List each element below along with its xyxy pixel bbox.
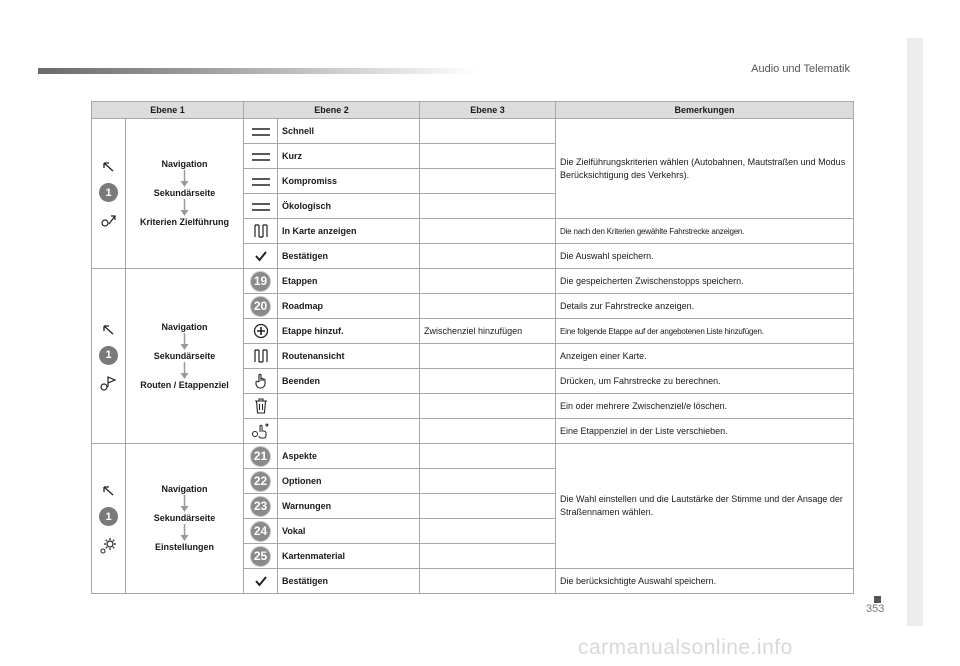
remark-cell: Ein oder mehrere Zwischenziel/e löschen. (556, 394, 854, 419)
option-label: Etappe hinzuf. (278, 319, 420, 344)
table-header-row (92, 102, 854, 119)
short-route-icon (251, 153, 271, 161)
level3-cell: Zwischenziel hinzufügen (420, 319, 556, 344)
level3-cell (420, 244, 556, 269)
option-label: Etappen (278, 269, 420, 294)
trash-icon (254, 398, 268, 414)
level3-cell (420, 469, 556, 494)
level3-cell (420, 344, 556, 369)
map-icon (253, 348, 269, 364)
level3-cell (420, 394, 556, 419)
option-label: Ökologisch (278, 194, 420, 219)
down-arrow-icon (180, 524, 189, 542)
level3-cell (420, 219, 556, 244)
menu-step: Sekundärseite (153, 513, 216, 523)
option-icon-cell (244, 494, 278, 519)
down-arrow-icon (180, 199, 189, 217)
fast-route-icon (251, 128, 271, 136)
step-badge: 1 (99, 183, 118, 202)
option-label: Aspekte (278, 444, 420, 469)
menu-step: Navigation (161, 484, 208, 494)
option-icon-cell (244, 519, 278, 544)
checkmark-icon (255, 575, 267, 587)
option-icon-cell (244, 419, 278, 444)
watermark: carmanualsonline.info (578, 636, 793, 659)
chapter-title: Audio und Telematik (751, 63, 850, 75)
side-strip (907, 38, 923, 626)
column-header: Ebene 3 (420, 102, 556, 119)
option-icon-cell (244, 344, 278, 369)
page-number: 353 (866, 603, 885, 615)
step-badge: 21 (250, 446, 271, 467)
down-arrow-icon (180, 170, 189, 188)
step-badge: 20 (250, 296, 271, 317)
level2-cell (126, 119, 244, 269)
option-icon-cell (244, 569, 278, 594)
option-icon-cell (244, 444, 278, 469)
step-badge: 1 (99, 346, 118, 365)
option-icon-cell (244, 469, 278, 494)
level3-cell (420, 169, 556, 194)
table-row (92, 444, 854, 469)
down-arrow-icon (180, 362, 189, 380)
checkmark-icon (255, 250, 267, 262)
option-label: Kompromiss (278, 169, 420, 194)
step-badge: 22 (250, 471, 271, 492)
remark-cell: Eine folgende Etappe auf der angebotenen Liste hinzufügen. (556, 319, 854, 344)
level3-cell (420, 194, 556, 219)
step-badge: 1 (99, 507, 118, 526)
option-icon-cell (244, 269, 278, 294)
level3-cell (420, 444, 556, 469)
compromise-route-icon (251, 178, 271, 186)
option-icon-cell (244, 319, 278, 344)
remark-cell: Eine Etappenziel in der Liste verschieben. (556, 419, 854, 444)
level1-cell (92, 444, 126, 594)
menu-step: Routen / Etappenziel (140, 379, 229, 390)
gear-icon (100, 536, 118, 554)
option-label: Warnungen (278, 494, 420, 519)
step-badge: 19 (250, 271, 271, 292)
level1-cell (92, 269, 126, 444)
option-label: Beenden (278, 369, 420, 394)
option-label: Routenansicht (278, 344, 420, 369)
add-circle-icon (253, 323, 269, 339)
level3-cell (420, 494, 556, 519)
level2-cell (126, 269, 244, 444)
level3-cell (420, 569, 556, 594)
menu-step: Kriterien Zielführung (140, 217, 230, 227)
option-label: Optionen (278, 469, 420, 494)
remark-cell: Details zur Fahrstrecke anzeigen. (556, 294, 854, 319)
step-badge: 25 (250, 546, 271, 567)
column-header: Ebene 1 (92, 102, 244, 119)
remark-cell: Die Zielführungskriterien wählen (Autobahnen, Mautstraßen und Modus Berücksichtigung des Verkehrs). (556, 119, 854, 219)
column-header: Ebene 2 (244, 102, 420, 119)
navigation-arrow-icon (102, 322, 116, 336)
option-icon-cell (244, 119, 278, 144)
remark-cell: Die berücksichtigte Auswahl speichern. (556, 569, 854, 594)
reorder-hand-icon (251, 423, 271, 439)
level3-cell (420, 269, 556, 294)
option-icon-cell (244, 219, 278, 244)
option-icon-cell (244, 369, 278, 394)
option-label (278, 419, 420, 444)
option-icon-cell (244, 169, 278, 194)
option-label: Bestätigen (278, 244, 420, 269)
option-label: Kurz (278, 144, 420, 169)
option-label: Bestätigen (278, 569, 420, 594)
table-row (92, 269, 854, 294)
menu-step: Navigation (161, 321, 208, 332)
option-label (278, 394, 420, 419)
hand-pointer-icon (253, 373, 269, 389)
column-header: Bemerkungen (556, 102, 854, 119)
menu-step: Sekundärseite (153, 188, 216, 198)
menu-step: Einstellungen (155, 542, 215, 552)
level3-cell (420, 119, 556, 144)
remark-cell: Anzeigen einer Karte. (556, 344, 854, 369)
eco-route-icon (251, 203, 271, 211)
header-gradient-bar (38, 68, 478, 74)
route-settings-icon (100, 212, 118, 228)
step-badge: 24 (250, 521, 271, 542)
option-icon-cell (244, 394, 278, 419)
level3-cell (420, 144, 556, 169)
level2-cell (126, 444, 244, 594)
level3-cell (420, 519, 556, 544)
remark-cell: Die gespeicherten Zwischenstopps speichern. (556, 269, 854, 294)
waypoint-flag-icon (100, 375, 118, 391)
level3-cell (420, 419, 556, 444)
option-label: Roadmap (278, 294, 420, 319)
option-label: Schnell (278, 119, 420, 144)
menu-step: Sekundärseite (153, 350, 216, 361)
navigation-arrow-icon (102, 483, 116, 497)
map-icon (253, 223, 269, 239)
option-label: Kartenmaterial (278, 544, 420, 569)
remark-cell: Drücken, um Fahrstrecke zu berechnen. (556, 369, 854, 394)
option-icon-cell (244, 294, 278, 319)
option-icon-cell (244, 244, 278, 269)
level1-cell (92, 119, 126, 269)
level3-cell (420, 369, 556, 394)
level3-cell (420, 544, 556, 569)
level3-cell (420, 294, 556, 319)
remark-cell: Die Wahl einstellen und die Lautstärke der Stimme und der Ansage der Straßennamen wählen. (556, 444, 854, 569)
option-label: Vokal (278, 519, 420, 544)
option-icon-cell (244, 544, 278, 569)
table-row (92, 119, 854, 144)
step-badge: 23 (250, 496, 271, 517)
page-marker (874, 596, 881, 603)
menu-step: Navigation (161, 159, 208, 169)
option-icon-cell (244, 194, 278, 219)
remark-cell: Die nach den Kriterien gewählte Fahrstrecke anzeigen. (556, 219, 854, 244)
menu-table (91, 101, 854, 594)
remark-cell: Die Auswahl speichern. (556, 244, 854, 269)
option-label: In Karte anzeigen (278, 219, 420, 244)
option-icon-cell (244, 144, 278, 169)
down-arrow-icon (180, 333, 189, 351)
down-arrow-icon (180, 495, 189, 513)
navigation-arrow-icon (102, 159, 116, 173)
